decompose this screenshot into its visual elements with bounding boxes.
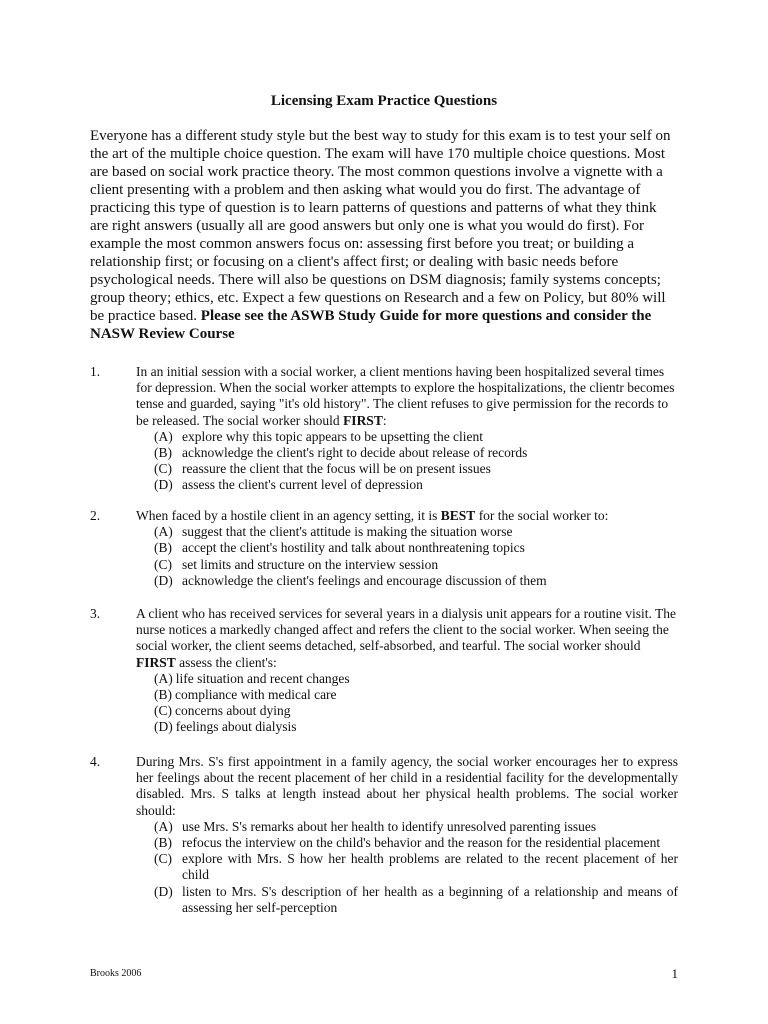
answer-options bbox=[154, 429, 678, 494]
answer-option: (A) explore why this topic appears to be upsetting the client bbox=[154, 428, 484, 444]
answer-option: (B) refocus the interview on the child's behavior and the reason for the residential placement bbox=[154, 835, 661, 851]
answer-option: (D) listen to Mrs. S's description of her health as a beginning of a relationship and means of assessing her self-perception bbox=[154, 883, 678, 915]
answer-option: (B) compliance with medical care bbox=[154, 687, 337, 703]
question-number: 3. bbox=[90, 606, 101, 621]
footer-author: Brooks 2006 bbox=[90, 968, 142, 979]
answer-option: (C) set limits and structure on the interview session bbox=[154, 556, 439, 572]
page-number: 1 bbox=[671, 966, 678, 981]
question-3 bbox=[90, 606, 678, 736]
page-title: Licensing Exam Practice Questions bbox=[270, 93, 498, 109]
question-stem: During Mrs. S's first appointment in a family agency, the social worker encourages her to express her feelings about the recent placement of her child in a residential facility for the developmentally disabled. Mrs. S talks at length instead about her physical health problems. The social worker should: bbox=[136, 754, 678, 818]
answer-option: (A) suggest that the client's attitude is making the situation worse bbox=[154, 524, 513, 540]
question-number: 1. bbox=[90, 364, 101, 379]
question-stem: When faced by a hostile client in an agency setting, it is BEST for the social worker to: bbox=[136, 508, 609, 523]
answer-option: (C) concerns about dying bbox=[154, 703, 291, 719]
question-number: 4. bbox=[90, 754, 101, 769]
question-2 bbox=[90, 508, 678, 589]
question-stem: In an initial session with a social worker, a client mentions having been hospitalized several times for depression. When the social worker attempts to explore the hospitalizations, the clientr becomes tense and guarded, saying "it's old history". The client refuses to give permission for the records to be released. The social worker should FIRST: bbox=[136, 364, 675, 428]
question-1 bbox=[90, 364, 678, 494]
answer-option: (C) reassure the client that the focus will be on present issues bbox=[154, 461, 491, 477]
answer-options bbox=[154, 671, 678, 736]
answer-option: (A) use Mrs. S's remarks about her health to identify unresolved parenting issues bbox=[154, 818, 597, 834]
answer-option: (A) life situation and recent changes bbox=[154, 670, 350, 686]
question-stem: A client who has received services for several years in a dialysis unit appears for a routine visit. The nurse notices a markedly changed affect and refers the client to the social worker. When seeing the social worker, the client seems detached, self-absorbed, and tearful. The social worker should FIRST assess the client's: bbox=[136, 606, 676, 670]
answer-option: (D) assess the client's current level of depression bbox=[154, 477, 423, 493]
question-number: 2. bbox=[90, 508, 101, 523]
answer-options bbox=[154, 819, 678, 916]
question-4 bbox=[90, 754, 678, 916]
intro-text: Everyone has a different study style but the best way to study for this exam is to test your self on the art of the multiple choice question. The exam will have 170 multiple choice questions. Most are based on social work practice theory. The most common questions involve a vignette with a client presenting with a problem and then asking what would you do first. The advantage of practicing this type of question is to learn patterns of questions and patterns of what they think are right answers (usually all are good answers but only one is what you would do first). For example the most common answers focus on: assessing first before you treat; or building a relationship first; or focusing on a client's affect first; or dealing with basic needs before psychological needs. There will also be questions on DSM diagnosis; family systems concepts; group theory; ethics, etc. Expect a few questions on Research and a few on Policy, but 80% will be practice based. bbox=[90, 128, 671, 324]
intro-bold-note: Please see the ASWB Study Guide for more questions and consider the NASW Review Course bbox=[90, 308, 652, 342]
answer-option: (C) explore with Mrs. S how her health problems are related to the recent placement of her child bbox=[154, 851, 678, 883]
intro-paragraph bbox=[90, 127, 678, 343]
answer-option: (D) acknowledge the client's feelings and encourage discussion of them bbox=[154, 572, 547, 588]
answer-options bbox=[154, 524, 678, 589]
answer-option: (D) feelings about dialysis bbox=[154, 719, 297, 735]
answer-option: (B) accept the client's hostility and talk about nonthreatening topics bbox=[154, 540, 525, 556]
answer-option: (B) acknowledge the client's right to decide about release of records bbox=[154, 445, 528, 461]
